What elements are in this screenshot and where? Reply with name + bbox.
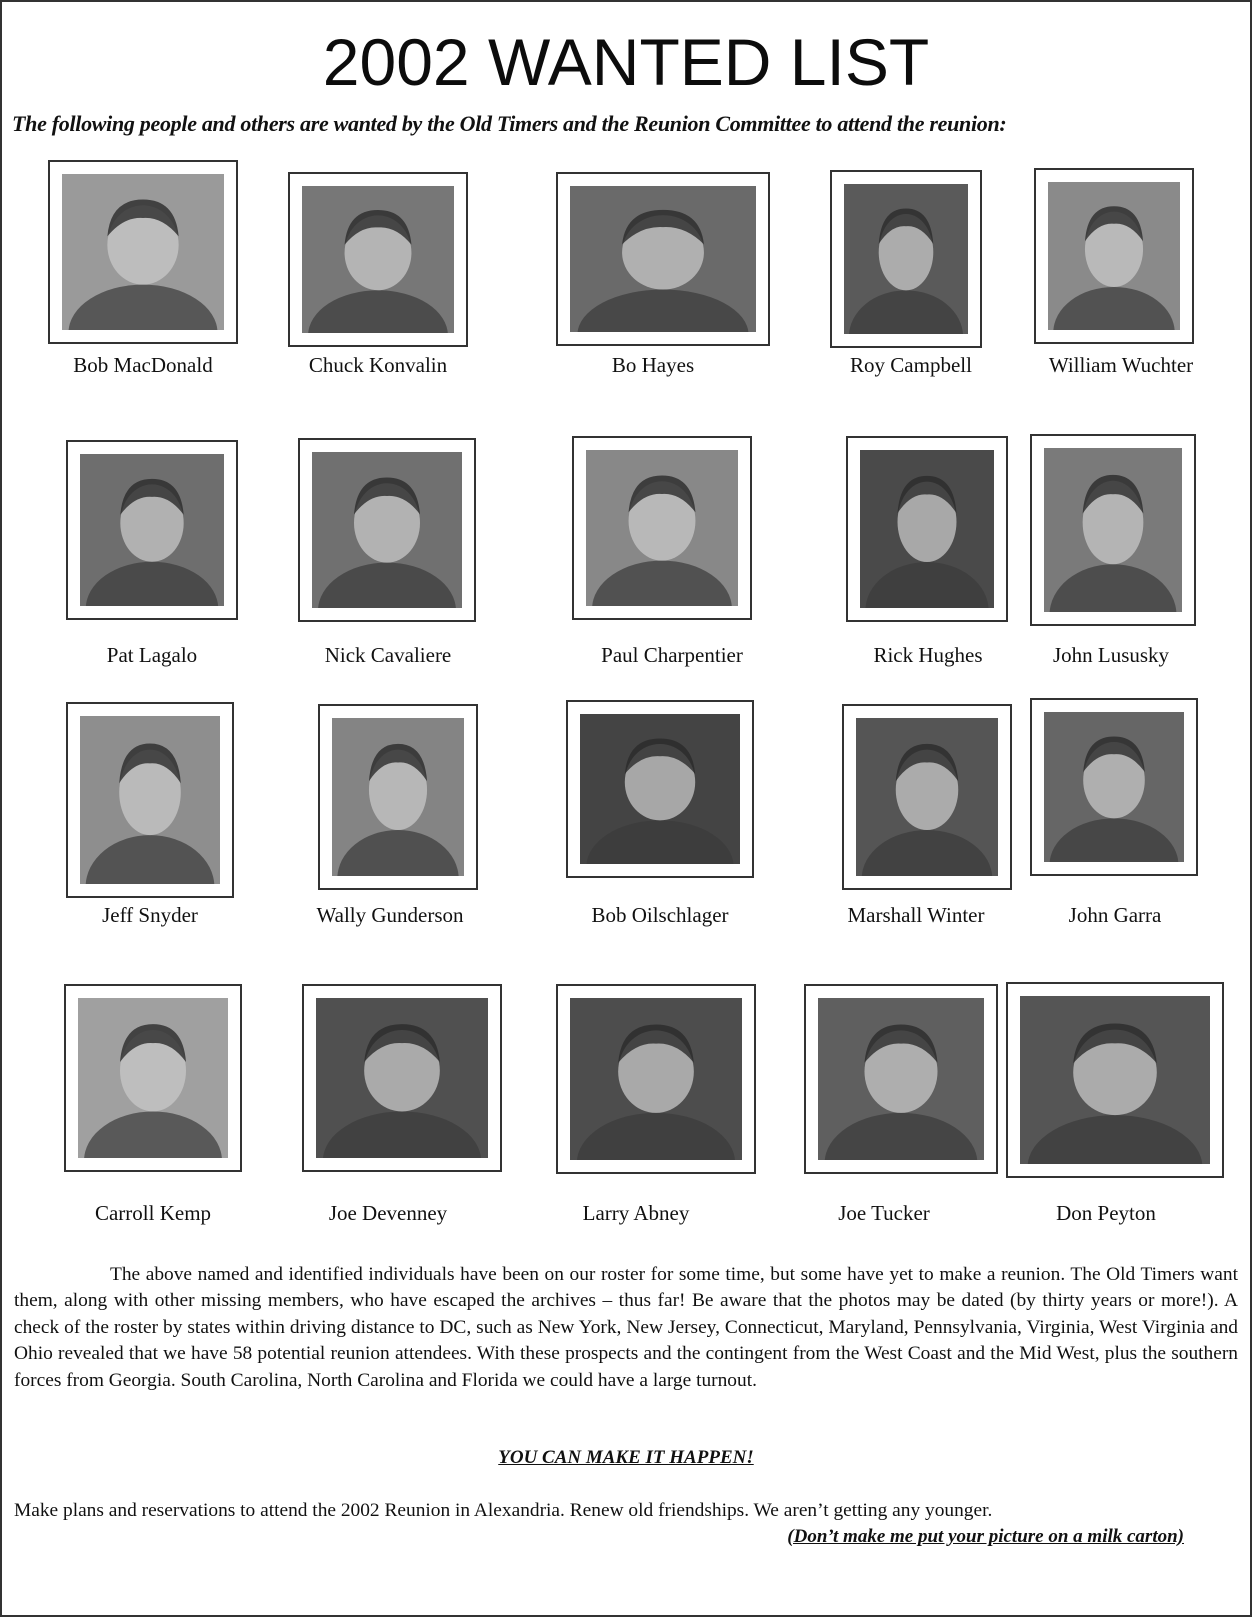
person-name: Carroll Kemp <box>94 1201 212 1225</box>
photo-frame <box>846 436 1008 622</box>
person-name: Bob Oilschlager <box>591 903 729 927</box>
signoff-line: (Don’t make me put your picture on a milk carton) <box>787 1526 1184 1547</box>
portrait-photo <box>1044 712 1184 862</box>
closing-line: Make plans and reservations to attend the 2002 Reunion in Alexandria. Renew old friendships. We aren’t getting any younger. <box>14 1500 993 1521</box>
portrait-photo <box>1044 448 1182 612</box>
person-name: Don Peyton <box>1056 1201 1156 1225</box>
photo-frame <box>1006 982 1224 1178</box>
portrait-silhouette <box>316 998 488 1158</box>
portrait-photo <box>332 718 464 876</box>
portrait-photo <box>860 450 994 608</box>
portrait-silhouette <box>332 718 464 876</box>
photo-frame <box>298 438 476 622</box>
person-name: Rick Hughes <box>873 643 983 667</box>
photo-frame <box>66 440 238 620</box>
portrait-photo <box>316 998 488 1158</box>
person-name: Roy Campbell <box>850 353 972 377</box>
photo-frame <box>842 704 1012 890</box>
photo-frame <box>302 984 502 1172</box>
photo-frame <box>1030 434 1196 626</box>
portrait-silhouette <box>856 718 998 876</box>
portrait-photo <box>80 454 224 606</box>
portrait-silhouette <box>1048 182 1180 330</box>
portrait-silhouette <box>80 454 224 606</box>
portrait-photo <box>844 184 968 334</box>
portrait-photo <box>586 450 738 606</box>
photo-frame <box>566 700 754 878</box>
page-title: 2002 WANTED LIST <box>322 25 930 99</box>
photo-frame <box>1030 698 1198 876</box>
person-name: William Wuchter <box>1048 353 1194 377</box>
photo-frame <box>804 984 998 1174</box>
body-text: The above named and identified individuals have been on our roster for some time, but some have yet to make a reunion. The Old Timers want them, along with other missing members, who have escaped the archives – thus far! Be aware that the photos may be dated (by thirty years or more!). A check of the roster by states within driving distance to DC, such as New York, New Jersey, Connecticut, Maryland, Pennsylvania, Virginia, West Virginia and Ohio revealed that we have 58 potential reunion attendees. With these prospects and the contingent from the West Coast and the Mid West, plus the southern forces from Georgia. South Carolina, North Carolina and Florida we could have a large turnout. <box>14 1264 1238 1391</box>
portrait-photo <box>1048 182 1180 330</box>
person-name: Marshall Winter <box>847 903 985 927</box>
person-name: Joe Tucker <box>838 1201 930 1225</box>
portrait-photo <box>818 998 984 1160</box>
subtitle: The following people and others are wanted by the Old Timers and the Reunion Committee to attend the reunion: <box>12 111 1007 136</box>
portrait-silhouette <box>586 450 738 606</box>
person-name: Larry Abney <box>582 1201 690 1225</box>
portrait-silhouette <box>860 450 994 608</box>
photo-frame <box>48 160 238 344</box>
portrait-photo <box>580 714 740 864</box>
portrait-silhouette <box>80 716 220 884</box>
portrait-photo <box>856 718 998 876</box>
photo-frame <box>572 436 752 620</box>
person-name: John Lususky <box>1052 643 1170 667</box>
portrait-photo <box>1020 996 1210 1164</box>
portrait-photo <box>570 186 756 332</box>
portrait-silhouette <box>844 184 968 334</box>
portrait-silhouette <box>78 998 228 1158</box>
photo-frame <box>556 984 756 1174</box>
photo-frame <box>1034 168 1194 344</box>
portrait-silhouette <box>302 186 454 333</box>
portrait-silhouette <box>312 452 462 608</box>
photo-frame <box>288 172 468 347</box>
portrait-silhouette <box>570 998 742 1160</box>
photo-frame <box>64 984 242 1172</box>
portrait-silhouette <box>1044 712 1184 862</box>
portrait-photo <box>302 186 454 333</box>
portrait-photo <box>570 998 742 1160</box>
person-name: Bo Hayes <box>611 353 695 377</box>
person-name: John Garra <box>1068 903 1162 927</box>
person-name: Jeff Snyder <box>102 903 198 927</box>
person-name: Paul Charpentier <box>601 643 743 667</box>
person-name: Chuck Konvalin <box>308 353 448 377</box>
call-to-action: YOU CAN MAKE IT HAPPEN! <box>498 1447 754 1468</box>
photo-frame <box>318 704 478 890</box>
person-name: Joe Devenney <box>328 1201 448 1225</box>
portrait-silhouette <box>1020 996 1210 1164</box>
photo-frame <box>66 702 234 898</box>
body-paragraph <box>14 1262 1238 1394</box>
portrait-photo <box>80 716 220 884</box>
portrait-silhouette <box>570 186 756 332</box>
person-name: Bob MacDonald <box>73 353 213 377</box>
portrait-silhouette <box>62 174 224 330</box>
portrait-silhouette <box>818 998 984 1160</box>
person-name: Pat Lagalo <box>106 643 198 667</box>
photo-frame <box>830 170 982 348</box>
portrait-silhouette <box>1044 448 1182 612</box>
person-name: Wally Gunderson <box>316 903 464 927</box>
portrait-photo <box>62 174 224 330</box>
portrait-photo <box>312 452 462 608</box>
person-name: Nick Cavaliere <box>324 643 452 667</box>
photo-frame <box>556 172 770 346</box>
portrait-photo <box>78 998 228 1158</box>
portrait-silhouette <box>580 714 740 864</box>
